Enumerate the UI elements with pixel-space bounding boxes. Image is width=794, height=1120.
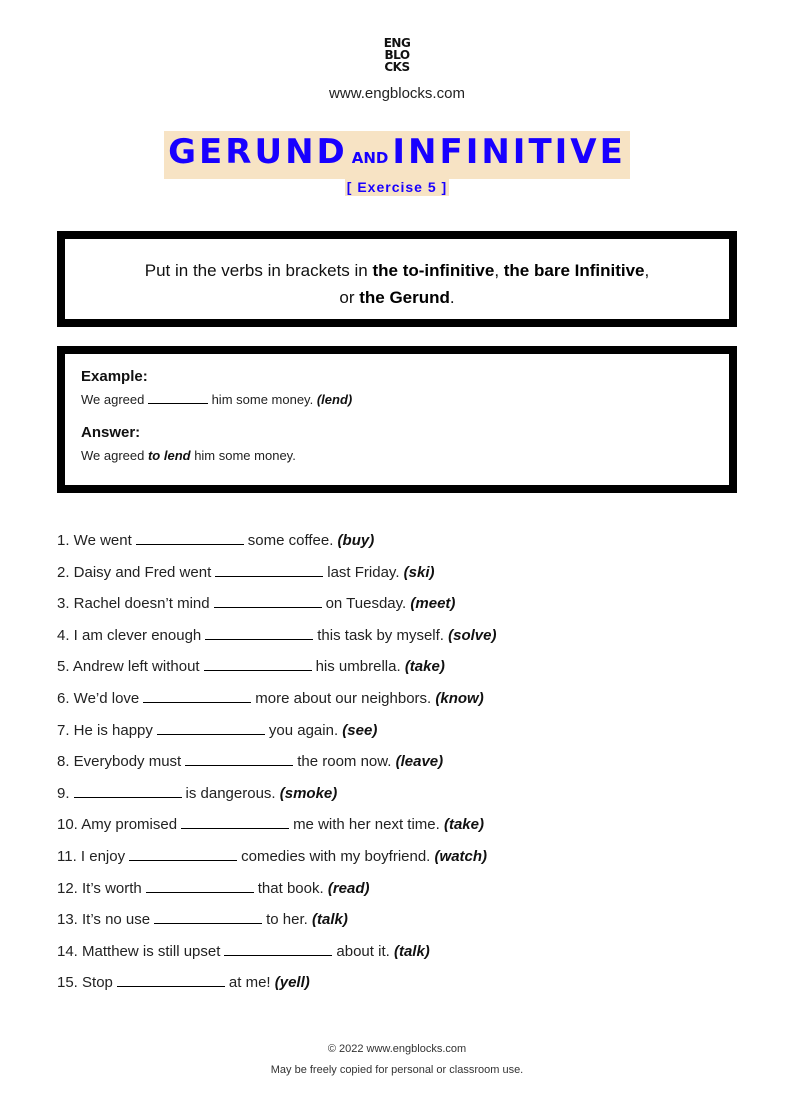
verb-hint: (know) (435, 689, 484, 707)
item-text: 15. Stop (57, 974, 113, 992)
answer-blank[interactable] (74, 783, 182, 798)
verb-hint: (talk) (393, 942, 430, 960)
instruction-text: , (494, 261, 504, 280)
answer-blank[interactable] (204, 656, 312, 671)
instruction-text: . (449, 288, 455, 307)
item-text: 14. Matthew is still upset (57, 942, 221, 960)
item-text: you again. (268, 721, 339, 739)
item-text: his umbrella. (315, 658, 401, 676)
title-part-gerund: GERUND (168, 132, 348, 172)
logo-line: BLO (384, 48, 410, 62)
verb-hint: (yell) (274, 974, 310, 992)
answer-blank[interactable] (157, 720, 265, 735)
exercise-item (57, 878, 497, 910)
instruction-text: or (339, 288, 360, 307)
item-text: comedies with my boyfriend. (241, 847, 431, 865)
item-text: at me! (228, 974, 271, 992)
site-url: www.engblocks.com (329, 85, 465, 102)
instruction-text: , (644, 261, 650, 280)
example-box (57, 346, 737, 493)
exercise-item (57, 846, 497, 878)
exercise-item (57, 688, 497, 720)
item-text: some coffee. (247, 532, 334, 549)
logo-line: CKS (384, 60, 410, 74)
item-text: the room now. (297, 753, 392, 771)
exercise-item (57, 909, 497, 941)
exercise-item (57, 625, 497, 657)
item-text: is dangerous. (185, 784, 276, 802)
item-text: about it. (336, 942, 390, 960)
item-text: more about our neighbors. (255, 689, 432, 707)
verb-hint: (leave) (395, 753, 444, 771)
answer-blank[interactable] (215, 562, 323, 577)
example-hint: (lend) (316, 392, 353, 407)
item-text: 5. Andrew left without (57, 658, 200, 676)
instruction-bold: the bare Infinitive (503, 261, 645, 280)
exercise-item (57, 593, 497, 625)
engblocks-logo (0, 37, 794, 73)
item-text: 13. It’s no use (57, 911, 151, 929)
item-text: 10. Amy promised (57, 816, 178, 834)
answer-blank[interactable] (143, 688, 251, 703)
verb-hint: (watch) (434, 847, 488, 865)
instruction-line-1 (65, 257, 729, 284)
verb-hint: (buy) (337, 532, 375, 549)
exercise-item (57, 783, 497, 815)
instruction-line-2 (65, 284, 729, 311)
item-text: 4. I am clever enough (57, 626, 202, 644)
item-text: 3. Rachel doesn’t mind (57, 595, 210, 613)
example-text: him some money. (207, 392, 317, 407)
answer-bold: to lend (147, 448, 191, 463)
item-text: 6. We’d love (57, 689, 140, 707)
title-and: AND (351, 149, 389, 167)
answer-blank[interactable] (154, 909, 262, 924)
item-text: this task by myself. (317, 626, 444, 644)
verb-hint: (take) (443, 816, 484, 834)
footer (0, 1043, 794, 1085)
answer-blank[interactable] (181, 814, 289, 829)
title-part-infinitive: INFINITIVE (392, 132, 626, 172)
page-title (164, 131, 630, 179)
verb-hint: (meet) (410, 595, 456, 613)
verb-hint: (ski) (403, 563, 435, 581)
verb-hint: (smoke) (279, 784, 338, 802)
answer-blank[interactable] (136, 530, 244, 545)
exercise-item (57, 720, 497, 752)
exercise-item (57, 562, 497, 594)
exercise-item (57, 972, 497, 1004)
example-blank (148, 390, 208, 404)
answer-text: him some money. (190, 448, 296, 463)
footer-copyright: © 2022 www.engblocks.com (327, 1043, 467, 1055)
exercise-item (57, 751, 497, 783)
exercise-item (57, 814, 497, 846)
item-text: 8. Everybody must (57, 753, 182, 771)
item-text: that book. (257, 879, 324, 897)
item-text: me with her next time. (293, 816, 440, 834)
exercise-list (57, 530, 497, 1004)
example-answer (81, 446, 729, 480)
exercise-item (57, 656, 497, 688)
example-question (81, 390, 729, 424)
verb-hint: (solve) (448, 626, 497, 644)
answer-blank[interactable] (117, 972, 225, 987)
answer-label: Answer: (81, 424, 141, 441)
verb-hint: (see) (342, 721, 378, 739)
item-text: 1. We went (57, 532, 132, 549)
instruction-bold: the Gerund (359, 288, 450, 307)
instruction-box (57, 231, 737, 327)
item-text: 7. He is happy (57, 721, 153, 739)
footer-note: May be freely copied for personal or classroom use. (270, 1064, 524, 1076)
exercise-item (57, 941, 497, 973)
instruction-text: Put in the verbs in brackets in (144, 261, 373, 280)
item-text: to her. (266, 911, 308, 929)
answer-blank[interactable] (129, 846, 237, 861)
answer-blank[interactable] (185, 751, 293, 766)
item-text: 11. I enjoy (57, 847, 126, 865)
exercise-subtitle: [ Exercise 5 ] (346, 179, 448, 195)
example-text: We agreed (81, 392, 148, 407)
answer-text: We agreed (81, 448, 148, 463)
answer-blank[interactable] (224, 941, 332, 956)
answer-blank[interactable] (146, 878, 254, 893)
exercise-item (57, 530, 497, 562)
verb-hint: (take) (404, 658, 445, 676)
item-text: 9. (57, 784, 70, 802)
verb-hint: (read) (327, 879, 370, 897)
item-text: 12. It’s worth (57, 879, 142, 897)
verb-hint: (talk) (312, 911, 348, 929)
answer-blank[interactable] (205, 625, 313, 640)
logo-line: ENG (383, 36, 411, 50)
item-text: on Tuesday. (325, 595, 407, 613)
answer-blank[interactable] (214, 593, 322, 608)
example-label: Example: (81, 368, 148, 385)
item-text: last Friday. (327, 563, 400, 581)
item-text: 2. Daisy and Fred went (57, 563, 212, 581)
instruction-bold: the to-infinitive (372, 261, 495, 280)
